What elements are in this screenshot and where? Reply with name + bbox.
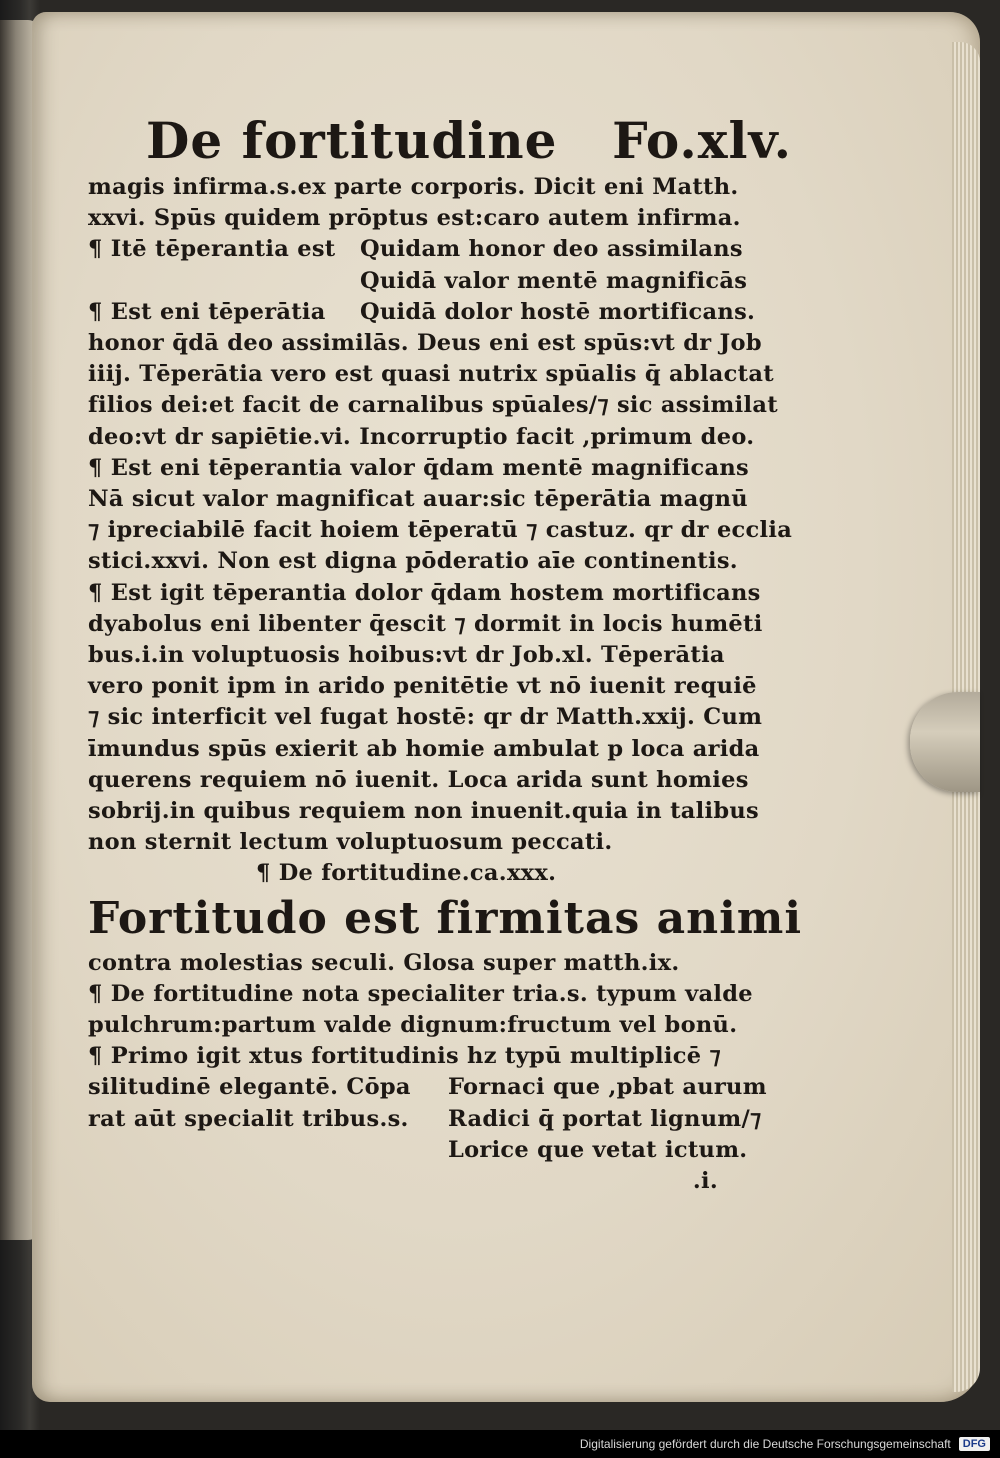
text-line: Nā sicut valor magnificat auar:sic tēperātia magnū: [88, 486, 748, 513]
text-line: vero ponit ipm in arido penitētie vt nō iuenit requiē: [88, 673, 757, 700]
temperantia-row: [88, 297, 808, 328]
digitization-footer: [0, 1430, 1000, 1458]
row-left: ¶ Itē tēperantia est: [88, 236, 336, 263]
text-line: pulchrum:partum valde dignum:fructum vel bonū.: [88, 1012, 738, 1039]
fornaci-row: [88, 1104, 808, 1135]
row-left: [88, 1135, 448, 1166]
row-left: rat aūt specialit tribus.s.: [88, 1105, 409, 1132]
text-line: contra molestias seculi. Glosa super matth.ix.: [88, 949, 680, 976]
chapter-incipit: Fortitudo est firmitas animi: [88, 892, 803, 944]
temperantia-row: [88, 266, 808, 297]
text-line: ⁊ ipreciabilē facit hoiem tēperatū ⁊ castuz. qr dr ecclia: [88, 517, 793, 544]
text-line: filios dei:et facit de carnalibus spūales/⁊ sic assimilat: [88, 392, 778, 419]
dfg-logo: DFG: [959, 1437, 990, 1451]
text-line: īmundus spūs exierit ab homie ambulat p loca arida: [88, 735, 760, 762]
book-clasp: [910, 692, 980, 792]
signature-mark: .i.: [692, 1168, 718, 1195]
text-line: ⁊ sic interficit vel fugat hostē: qr dr Matth.xxij. Cum: [88, 704, 763, 731]
row-right: Fornaci que ,pbat aurum: [448, 1074, 767, 1101]
row-right: Quidam honor deo assimilans: [360, 236, 743, 263]
text-line: dyabolus eni libenter q̄escit ⁊ dormit in locis humēti: [88, 610, 763, 637]
text-line: xxvi. Spūs quidem prōptus est:caro autem infirma.: [88, 205, 741, 232]
fornaci-row: [88, 1135, 808, 1166]
row-right: Lorice que vetat ictum.: [448, 1136, 748, 1163]
running-head: [88, 110, 808, 172]
row-right: Radici q̄ portat lignum/⁊: [448, 1105, 762, 1132]
text-line: querens requiem nō iuenit. Loca arida sunt homies: [88, 766, 749, 793]
row-right: Quidā dolor hostē mortificans.: [360, 298, 756, 325]
fornaci-row: [88, 1072, 808, 1103]
running-head-title: De fortitudine: [146, 111, 558, 170]
page-text-block: [88, 110, 808, 1197]
text-line: sobrij.in quibus requiem non inuenit.quia in talibus: [88, 798, 759, 825]
text-line: magis infirma.s.ex parte corporis. Dicit eni Matth.: [88, 174, 739, 200]
text-line: ¶ Est igit tēperantia dolor q̄dam hostem mortificans: [88, 579, 761, 606]
text-line: ¶ Primo igit xtus fortitudinis hz typū multiplicē ⁊: [88, 1043, 721, 1070]
chapter-heading: ¶ De fortitudine.ca.xxx.: [256, 860, 557, 887]
temperantia-row: [88, 234, 808, 265]
text-line: iiij. Tēperātia vero est quasi nutrix spūalis q̄ ablactat: [88, 361, 774, 388]
text-line: ¶ Est eni tēperantia valor q̄dam mentē magnificans: [88, 454, 750, 481]
row-left: ¶ Est eni tēperātia: [88, 298, 326, 325]
row-left: [88, 266, 360, 297]
row-left: silitudinē elegantē. Cōpa: [88, 1074, 411, 1101]
footer-credit: Digitalisierung gefördert durch die Deutsche Forschungsgemeinschaft: [579, 1437, 951, 1451]
text-line: honor q̄dā deo assimilās. Deus eni est spūs:vt dr Job: [88, 330, 762, 357]
text-line: stici.xxvi. Non est digna pōderatio aīe continentis.: [88, 548, 738, 575]
folio-number: Fo.xlv.: [612, 111, 792, 170]
text-line: deo:vt dr sapiētie.vi. Incorruptio facit ,primum deo.: [88, 423, 755, 450]
row-right: Quidā valor mentē magnificās: [360, 267, 748, 294]
text-line: non sternit lectum voluptuosum peccati.: [88, 829, 613, 856]
text-line: bus.i.in voluptuosis hoibus:vt dr Job.xl. Tēperātia: [88, 642, 725, 669]
text-line: ¶ De fortitudine nota specialiter tria.s. typum valde: [88, 980, 753, 1007]
